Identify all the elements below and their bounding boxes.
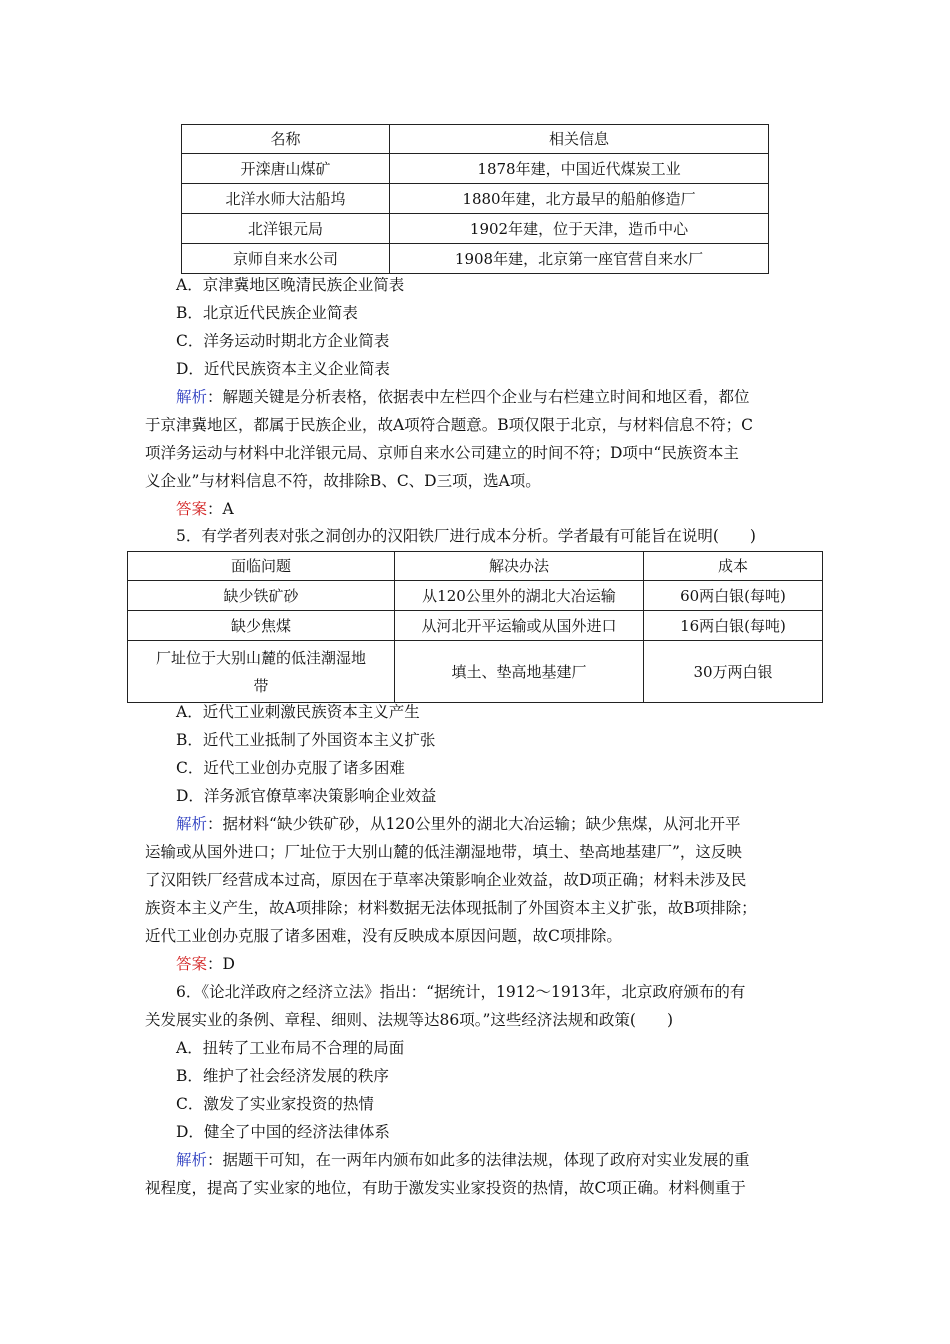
table-cell: 北洋水师大沽船坞 bbox=[182, 184, 390, 214]
option-a: A．京津冀地区晚清民族企业简表 bbox=[176, 276, 405, 294]
analysis-label: 解析 bbox=[176, 388, 208, 406]
option-d: D．近代民族资本主义企业简表 bbox=[176, 360, 390, 378]
table-header-cell: 解决办法 bbox=[395, 552, 644, 581]
table-cell: 60两白银(每吨) bbox=[644, 581, 823, 611]
answer-value: ：D bbox=[207, 955, 235, 973]
table-row bbox=[182, 184, 769, 214]
answer-label: 答案 bbox=[176, 955, 208, 973]
table-header-row bbox=[128, 552, 823, 581]
table-cell: 从河北开平运输或从国外进口 bbox=[395, 611, 644, 641]
enterprise-table bbox=[181, 124, 769, 274]
table-header-cell: 成本 bbox=[644, 552, 823, 581]
cell-line: 厂址位于大别山麓的低洼潮湿地 bbox=[155, 648, 366, 667]
table-cell bbox=[128, 641, 395, 703]
table-cell: 缺少焦煤 bbox=[128, 611, 395, 641]
analysis-paragraph bbox=[176, 1146, 750, 1174]
table-cell: 1908年建，北京第一座官营自来水厂 bbox=[390, 244, 769, 274]
table-row bbox=[128, 641, 823, 703]
answer-label: 答案 bbox=[176, 500, 208, 518]
table-row bbox=[182, 154, 769, 184]
option-b: B．北京近代民族企业简表 bbox=[176, 304, 358, 322]
option-a: A．扭转了工业布局不合理的局面 bbox=[176, 1039, 405, 1057]
analysis-label: 解析 bbox=[176, 1151, 208, 1169]
table-cell: 30万两白银 bbox=[644, 641, 823, 703]
analysis-label: 解析 bbox=[176, 815, 208, 833]
analysis-text: 视程度，提高了实业家的地位，有助于激发实业家投资的热情，故C项正确。材料侧重于 bbox=[145, 1179, 746, 1197]
cost-table bbox=[127, 551, 823, 703]
table-cell: 缺少铁矿砂 bbox=[128, 581, 395, 611]
table-cell: 从120公里外的湖北大冶运输 bbox=[395, 581, 644, 611]
analysis-text: 运输或从国外进口；厂址位于大别山麓的低洼潮湿地带，填土、垫高地基建厂”，这反映 bbox=[145, 843, 742, 861]
analysis-text: 了汉阳铁厂经营成本过高，原因在于草率决策影响企业效益，故D项正确；材料未涉及民 bbox=[145, 871, 747, 889]
cell-line: 带 bbox=[253, 676, 269, 695]
option-b: B．近代工业抵制了外国资本主义扩张 bbox=[176, 731, 436, 749]
analysis-text: 族资本主义产生，故A项排除；材料数据无法体现抵制了外国资本主义扩张，故B项排除； bbox=[145, 899, 757, 917]
table-cell: 16两白银(每吨) bbox=[644, 611, 823, 641]
answer-value: ：A bbox=[207, 500, 234, 518]
option-c: C．激发了实业家投资的热情 bbox=[176, 1095, 374, 1113]
table-cell: 1878年建，中国近代煤炭工业 bbox=[390, 154, 769, 184]
table-header-cell: 名称 bbox=[182, 125, 390, 154]
analysis-text: 于京津冀地区，都属于民族企业，故A项符合题意。B项仅限于北京，与材料信息不符；C bbox=[145, 416, 753, 434]
table-header-row bbox=[182, 125, 769, 154]
analysis-text: 项洋务运动与材料中北洋银元局、京师自来水公司建立的时间不符；D项中“民族资本主 bbox=[145, 444, 739, 462]
option-d: D．洋务派官僚草率决策影响企业效益 bbox=[176, 787, 437, 805]
analysis-text: ：解题关键是分析表格，依据表中左栏四个企业与右栏建立时间和地区看，都位 bbox=[207, 388, 750, 406]
question-stem: 5．有学者列表对张之洞创办的汉阳铁厂进行成本分析。学者最有可能旨在说明( ) bbox=[176, 527, 756, 545]
analysis-paragraph bbox=[176, 810, 741, 838]
table-cell: 1902年建，位于天津，造币中心 bbox=[390, 214, 769, 244]
question-stem: 6．《论北洋政府之经济立法》指出：“据统计，1912～1913年，北京政府颁布的有 bbox=[176, 983, 746, 1001]
table-header-cell: 相关信息 bbox=[390, 125, 769, 154]
table-cell: 京师自来水公司 bbox=[182, 244, 390, 274]
analysis-text: 近代工业创办克服了诸多困难，没有反映成本原因问题，故C项排除。 bbox=[145, 927, 622, 945]
table-cell: 北洋银元局 bbox=[182, 214, 390, 244]
answer bbox=[176, 495, 234, 523]
table-row bbox=[128, 581, 823, 611]
analysis-text: ：据材料“缺少铁矿砂，从120公里外的湖北大冶运输；缺少焦煤，从河北开平 bbox=[207, 815, 741, 833]
table-cell: 填土、垫高地基建厂 bbox=[395, 641, 644, 703]
analysis-text: ：据题干可知，在一两年内颁布如此多的法律法规，体现了政府对实业发展的重 bbox=[207, 1151, 750, 1169]
table-row bbox=[182, 214, 769, 244]
option-c: C．洋务运动时期北方企业简表 bbox=[176, 332, 390, 350]
answer bbox=[176, 950, 235, 978]
option-b: B．维护了社会经济发展的秩序 bbox=[176, 1067, 389, 1085]
table-row bbox=[182, 244, 769, 274]
table-row bbox=[128, 611, 823, 641]
table-header-cell: 面临问题 bbox=[128, 552, 395, 581]
question-stem: 关发展实业的条例、章程、细则、法规等达86项。”这些经济法规和政策( ) bbox=[145, 1011, 673, 1029]
table-cell: 1880年建，北方最早的船舶修造厂 bbox=[390, 184, 769, 214]
option-d: D．健全了中国的经济法律体系 bbox=[176, 1123, 390, 1141]
option-c: C．近代工业创办克服了诸多困难 bbox=[176, 759, 405, 777]
table-cell: 开滦唐山煤矿 bbox=[182, 154, 390, 184]
analysis-paragraph bbox=[176, 383, 750, 411]
option-a: A．近代工业刺激民族资本主义产生 bbox=[176, 703, 420, 721]
analysis-text: 义企业”与材料信息不符，故排除B、C、D三项，选A项。 bbox=[145, 472, 541, 490]
